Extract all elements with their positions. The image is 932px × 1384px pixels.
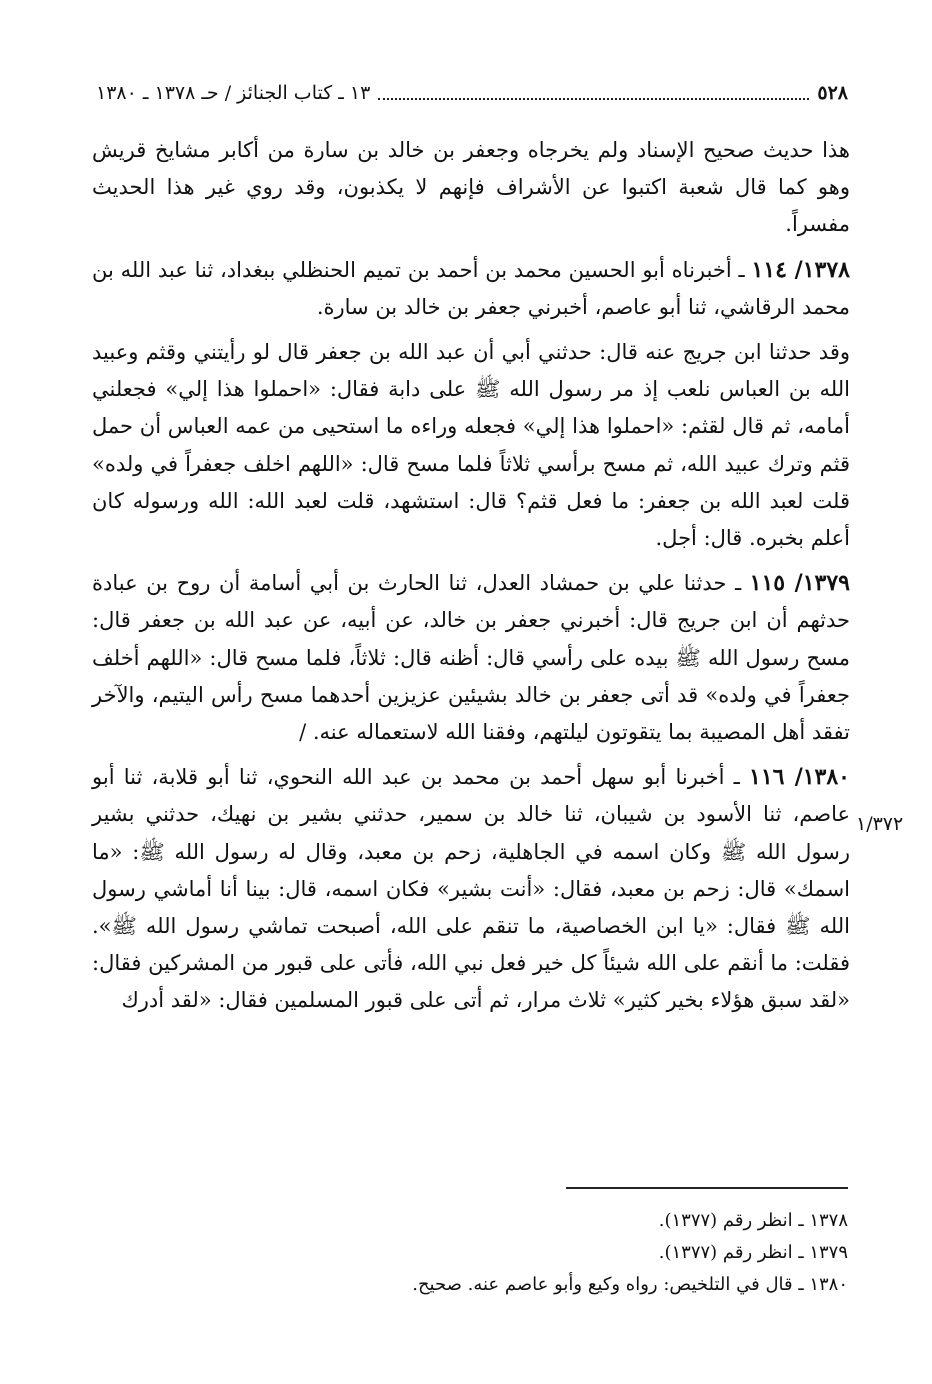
paragraph-text: وقد حدثنا ابن جريج عنه قال: حدثني أبي أن عبد الله بن جعفر قال لو رأيتني وقثم وعبيد الله بن العباس نلعب إذ مر رسول الله ﷺ على دابة فقال: «احملوا هذا إلي» فجعلني أمامه، ثم قال لقثم: «احملوا هذا إلي» فجعله وراءه ما استحيى من عمه العباس أن حمل قثم وترك عبيد الله، ثم مسح برأسي ثلاثاً فلما مسح قال: «اللهم اخلف جعفراً في ولده» قلت لعبد الله بن جعفر: ما فعل قثم؟ قال: استشهد، قلت لعبد الله: الله ورسوله كان أعلم بخبره. قال: أجل. xyxy=(92,340,850,551)
footnotes xyxy=(300,1205,848,1301)
hadith-1379 xyxy=(92,565,850,751)
running-title: ١٣ ـ كتاب الجنائز / حـ ١٣٧٨ ـ ١٣٨٠ xyxy=(96,82,371,104)
margin-page-reference: ١/٣٧٢ xyxy=(856,813,904,835)
page-header xyxy=(96,78,848,108)
hadith-number: ١٣٨٠/ ١١٦ xyxy=(749,764,850,791)
page-number: ٥٢٨ xyxy=(817,82,848,104)
header-leader-dots xyxy=(378,98,809,100)
hadith-number: ١٣٧٩/ ١١٥ xyxy=(749,570,850,597)
paragraph-commentary xyxy=(92,132,850,244)
paragraph-narration xyxy=(92,334,850,557)
footnote-item: ١٣٧٨ ـ انظر رقم (١٣٧٧). xyxy=(658,1210,848,1231)
paragraph-text: ـ أخبرنا أبو سهل أحمد بن محمد بن عبد الله النحوي، ثنا أبو قلابة، ثنا أبو عاصم، ثنا الأسود بن شيبان، ثنا خالد بن سمير، حدثني بشير بن نهيك، حدثني بشير رسول الله ﷺ وكان اسمه في الجاهلية، زحم بن معبد، وقال له رسول الله ﷺ: «ما اسمك» قال: زحم بن معبد، فقال: «أنت بشير» فكان اسمه، قال: بينا أنا أماشي رسول الله ﷺ فقال: «يا ابن الخصاصية، ما تنقم على الله، أصبحت تماشي رسول الله ﷺ». فقلت: ما أنقم على الله شيئاً كل خير فعل نبي الله، فأتى على قبور من المشركين فقال: «لقد سبق هؤلاء بخير كثير» ثلاث مرار، ثم أتى على قبور المسلمين فقال: «لقد أدرك xyxy=(92,765,850,1013)
footnote-item: ١٣٨٠ ـ قال في التلخيص: رواه وكيع وأبو عاصم عنه. صحيح. xyxy=(412,1274,848,1295)
paragraph-text: ـ أخبرناه أبو الحسين محمد بن أحمد بن تميم الحنظلي ببغداد، ثنا عبد الله بن محمد الرقاشي، ثنا أبو عاصم، أخبرني جعفر بن خالد بن سارة. xyxy=(92,257,850,319)
footnote-item: ١٣٧٩ ـ انظر رقم (١٣٧٧). xyxy=(658,1242,848,1263)
paragraph-text: ـ حدثنا علي بن حمشاد العدل، ثنا الحارث بن أبي أسامة أن روح بن عبادة حدثهم أن ابن جريج قال: أخبرني جعفر بن خالد، عن أبيه، عن عبد الله بن جعفر قال: مسح رسول الله ﷺ بيده على رأسي قال: أظنه قال: ثلاثاً، فلما مسح قال: «اللهم أخلف جعفراً في ولده» قد أتى جعفر بن خالد بشيئين عزيزين أحدهما مسح رأس اليتيم، والآخر تفقد أهل المصيبة بما يتقوتون ليلتهم، وفقنا الله لاستعماله عنه. / xyxy=(92,571,850,745)
hadith-number: ١٣٧٨/ ١١٤ xyxy=(751,256,850,283)
hadith-1378 xyxy=(92,252,850,326)
main-text xyxy=(92,132,850,1028)
hadith-1380 xyxy=(92,759,850,1019)
paragraph-text: هذا حديث صحيح الإسناد ولم يخرجاه وجعفر بن خالد بن سارة من أكابر مشايخ قريش وهو كما قال شعبة اكتبوا عن الأشراف فإنهم لا يكذبون، وقد روي غير هذا الحديث مفسراً. xyxy=(92,138,850,237)
footnote-divider xyxy=(566,1187,848,1189)
